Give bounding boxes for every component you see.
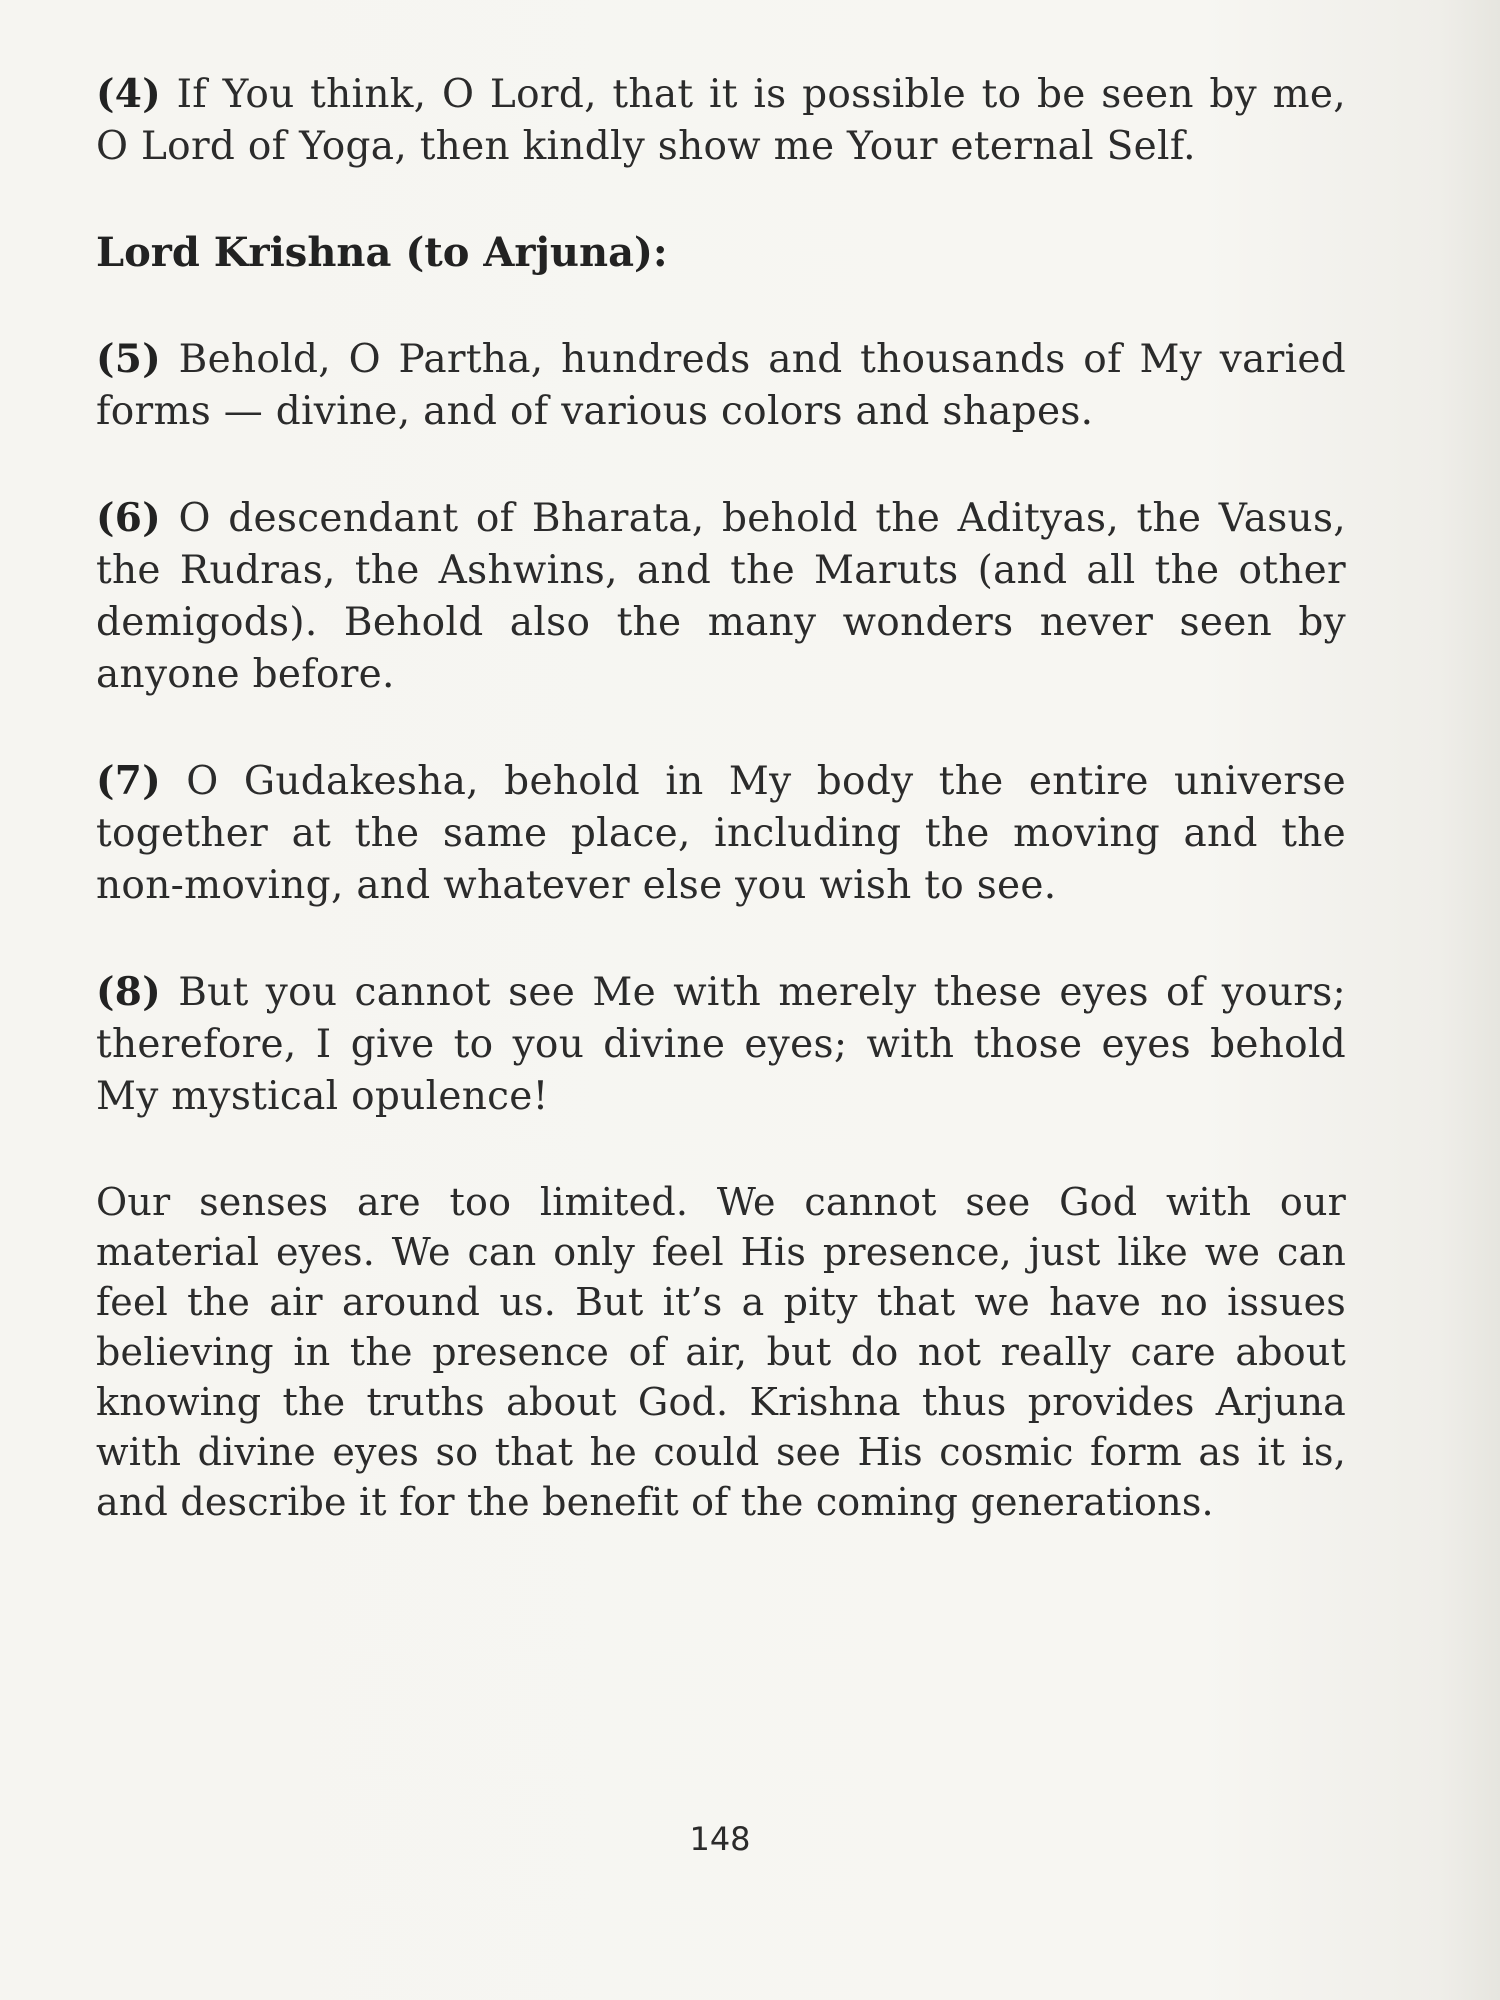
verse-8	[96, 966, 1346, 1123]
verse-text: O Gudakesha, behold in My body the entire universe together at the same place, including the moving and the non-moving, and whatever else you wish to see.	[96, 759, 1346, 908]
page-number: 148	[689, 1820, 751, 1858]
verse-4	[96, 68, 1346, 173]
verse-number: (6)	[96, 495, 161, 541]
verse-5	[96, 333, 1346, 438]
verse-number: (4)	[96, 71, 161, 117]
verse-7	[96, 755, 1346, 912]
verse-number: (7)	[96, 758, 161, 804]
verse-text: Behold, O Partha, hundreds and thousands of My varied forms — divine, and of various colors and shapes.	[96, 337, 1346, 434]
verse-number: (5)	[96, 336, 161, 382]
verse-text: If You think, O Lord, that it is possible to be seen by me, O Lord of Yoga, then kindly show me Your eternal Self.	[96, 72, 1346, 169]
speaker-heading: Lord Krishna (to Arjuna):	[96, 229, 668, 276]
verse-text: O descendant of Bharata, behold the Adityas, the Vasus, the Rudras, the Ashwins, and the Maruts (and all the other demigods). Behold also the many wonders never seen by anyone before.	[96, 496, 1346, 697]
verse-text: But you cannot see Me with merely these eyes of yours; therefore, I give to you divine eyes; with those eyes behold My mystical opulence!	[96, 970, 1346, 1119]
page-text	[96, 68, 1346, 1527]
verse-6	[96, 492, 1346, 701]
commentary-paragraph: Our senses are too limited. We cannot see God with our material eyes. We can only feel His presence, just like we can feel the air around us. But it’s a pity that we have no issues believing in the presence of air, but do not really care about knowing the truths about God. Krishna thus provides Arjuna with divine eyes so that he could see His cosmic form as it is, and describe it for the benefit of the coming generations.	[96, 1180, 1346, 1524]
verse-number: (8)	[96, 969, 161, 1015]
